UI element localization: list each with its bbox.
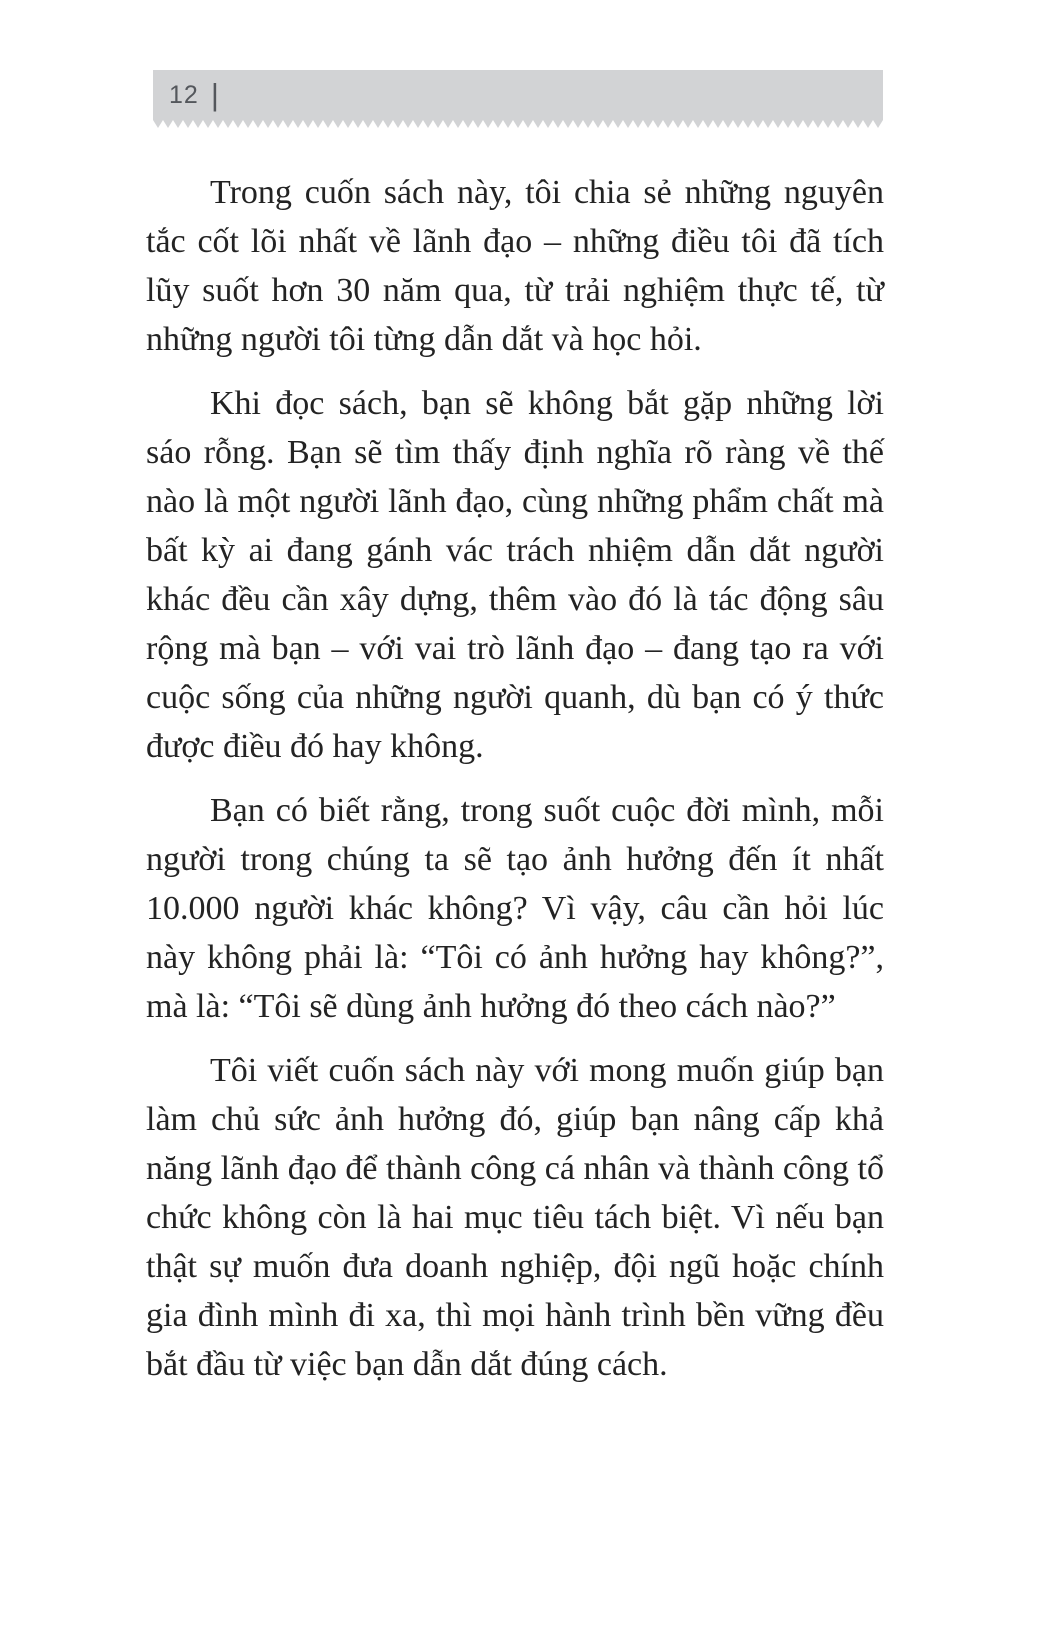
deckle-edge bbox=[153, 120, 883, 128]
page-number-separator: | bbox=[210, 76, 219, 112]
paragraph-4: Tôi viết cuốn sách này với mong muốn giúp bạn làm chủ sức ảnh hưởng đó, giúp bạn nâng cấp khả năng lãnh đạo để thành công cá nhân và thành công tổ chức không còn là hai mục tiêu tách biệt. Vì nếu bạn thật sự muốn đưa doanh nghiệp, đội ngũ hoặc chính gia đình mình đi xa, thì mọi hành trình bền vững đều bắt đầu từ việc bạn dẫn dắt đúng cách. bbox=[146, 1052, 884, 1383]
page-header-band bbox=[153, 70, 883, 128]
paragraph-3: Bạn có biết rằng, trong suốt cuộc đời mình, mỗi người trong chúng ta sẽ tạo ảnh hưởng đến ít nhất 10.000 người khác không? Vì vậy, câu cần hỏi lúc này không phải là: “Tôi có ảnh hưởng hay không?”, mà là: “Tôi sẽ dùng ảnh hưởng đó theo cách nào?” bbox=[146, 792, 884, 1025]
paragraph-1: Trong cuốn sách này, tôi chia sẻ những nguyên tắc cốt lõi nhất về lãnh đạo – những điều tôi đã tích lũy suốt hơn 30 năm qua, từ trải nghiệm thực tế, từ những người tôi từng dẫn dắt và học hỏi. bbox=[146, 174, 884, 358]
page-number: 12 bbox=[169, 80, 199, 109]
paragraph-2: Khi đọc sách, bạn sẽ không bắt gặp những lời sáo rỗng. Bạn sẽ tìm thấy định nghĩa rõ ràng về thế nào là một người lãnh đạo, cùng những phẩm chất mà bất kỳ ai đang gánh vác trách nhiệm dẫn dắt người khác đều cần xây dựng, thêm vào đó là tác động sâu rộng mà bạn – với vai trò lãnh đạo – đang tạo ra với cuộc sống của những người quanh, dù bạn có ý thức được điều đó hay không. bbox=[146, 385, 884, 765]
body-text-block bbox=[146, 168, 884, 1404]
header-band-rect bbox=[153, 70, 883, 120]
